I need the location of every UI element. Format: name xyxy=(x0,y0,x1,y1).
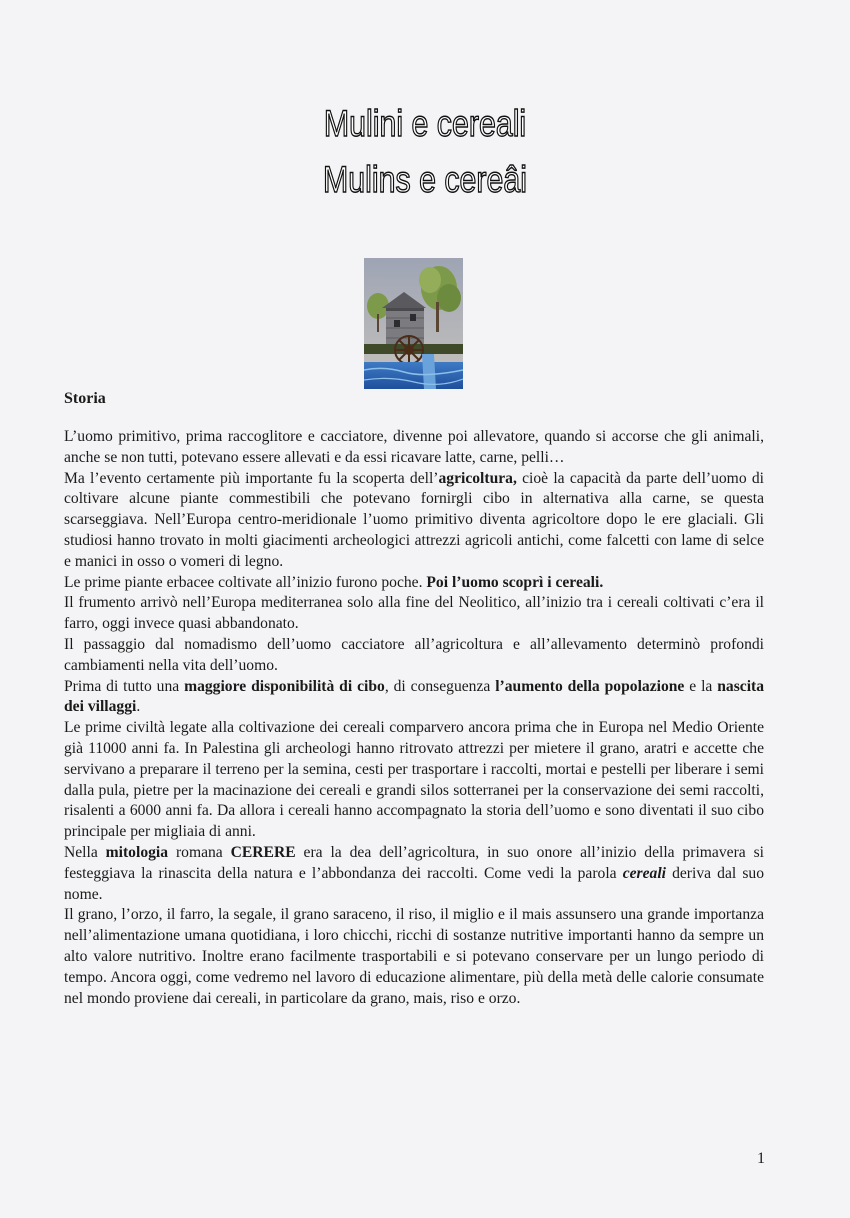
page-title xyxy=(0,96,850,208)
paragraph xyxy=(64,635,764,677)
section-heading: Storia xyxy=(64,390,106,407)
text-run: , di conseguenza xyxy=(384,677,496,695)
text-run: romana xyxy=(168,843,231,861)
text-run: cioè la capacità da parte dell’uomo di coltivare alcune piante commestibili che potevano fornirgli cibo in alternativa alla carne, se questa scarseggiava. Nell’Europa centro-meridionale l’uomo primitivo diventa agricoltore dopo le ere glaciali. Gli studiosi hanno trovato in molti giacimenti archeologici attrezzi agricoli antichi, come falcetti con lame di selce e manici in osso o vomeri di legno. xyxy=(64,469,764,570)
paragraph xyxy=(64,843,764,905)
paragraph xyxy=(64,427,764,469)
body-text xyxy=(64,427,764,1009)
text-run: Ma l’evento certamente più importante fu la scoperta dell’ xyxy=(64,469,439,487)
page-number: 1 xyxy=(757,1150,765,1167)
bold-text: mitologia xyxy=(105,843,169,861)
text-run: e la xyxy=(684,677,718,695)
title-line-italian: Mulini e cereali xyxy=(323,103,527,144)
bold-text: l’aumento della popolazione xyxy=(495,677,685,695)
paragraph xyxy=(64,677,764,719)
bold-text: cereali xyxy=(622,864,666,882)
paragraph xyxy=(64,905,764,1009)
bold-text: agricoltura, xyxy=(438,469,517,487)
watermill-illustration xyxy=(364,258,463,389)
bold-text: maggiore disponibilità di cibo xyxy=(184,677,385,695)
text-run: Il grano, l’orzo, il farro, la segale, il grano saraceno, il riso, il miglio e il mais assunsero una grande importanza nell’alimentazione umana quotidiana, i loro chicchi, ricchi di sostanze nutritive importanti hanno da sempre un alto valore nutritivo. Inoltre erano facilmente trasportabili e si potevano conservare per un lungo periodo di tempo. Ancora oggi, come vedremo nel lavoro di educazione alimentare, più della metà delle calorie consumate nel mondo proviene dai cereali, in particolare da grano, mais, riso e orzo. xyxy=(64,906,764,1007)
title-line-friulian: Mulins e cereâi xyxy=(322,159,528,200)
text-run: Prima di tutto una xyxy=(64,677,185,695)
text-run: . xyxy=(136,698,141,716)
text-run: Il frumento arrivò nell’Europa mediterranea solo alla fine del Neolitico, all’inizio tra i cereali coltivati c’era il farro, oggi invece quasi abbandonato. xyxy=(64,594,764,633)
text-run: Nella xyxy=(64,843,106,861)
text-run: Il passaggio dal nomadismo dell’uomo cacciatore all’agricoltura e all’allevamento determinò profondi cambiamenti nella vita dell’uomo. xyxy=(64,635,764,674)
paragraph xyxy=(64,469,764,573)
text-run: L’uomo primitivo, prima raccoglitore e cacciatore, divenne poi allevatore, quando si accorse che gli animali, anche se non tutti, potevano essere allevati e da essi ricavare latte, carne, pelli… xyxy=(64,428,764,466)
paragraph xyxy=(64,573,764,594)
bold-text: CERERE xyxy=(230,843,296,861)
paragraph xyxy=(64,718,764,843)
bold-text: Poi l’uomo scoprì i cereali. xyxy=(426,573,604,591)
bold-text: nascita dei villaggi xyxy=(64,677,765,716)
text-run: Le prime piante erbacee coltivate all’inizio furono poche. xyxy=(64,573,427,591)
paragraph xyxy=(64,593,764,635)
text-run: deriva dal suo nome. xyxy=(64,864,764,903)
text-run: Le prime civiltà legate alla coltivazione dei cereali comparvero ancora prima che in Europa nel Medio Oriente già 11000 anni fa. In Palestina gli archeologi hanno ritrovato attrezzi per mietere il grano, aratri e accette che servivano a preparare il terreno per la semina, cesti per trasportare i raccolti, mortai e pestelli per liberare i semi dalla pula, pietre per la macinazione dei cereali e grandi silos sotterranei per la conservazione dei semi raccolti, risalenti a 6000 anni fa. Da allora i cereali hanno accompagnato la storia dell’uomo e sono diventati il suo cibo principale per migliaia di anni. xyxy=(64,719,764,841)
text-run: era la dea dell’agricoltura, in suo onore all’inizio della primavera si festeggiava la rinascita della natura e l’abbondanza dei raccolti. Come vedi la parola xyxy=(64,843,764,882)
